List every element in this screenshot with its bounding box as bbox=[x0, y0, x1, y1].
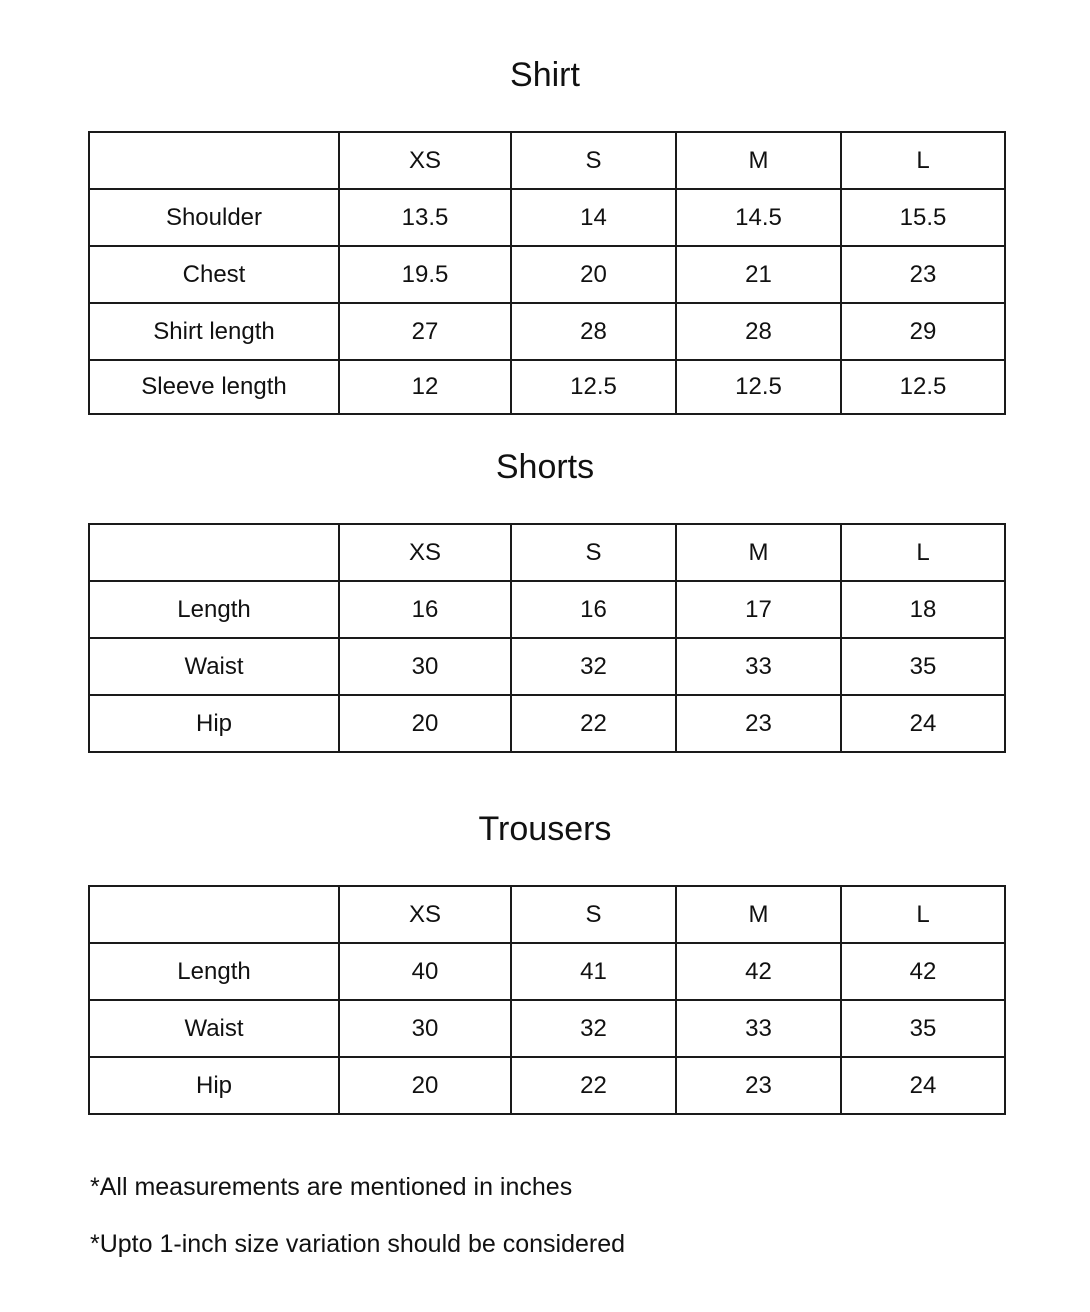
measurement-value: 22 bbox=[511, 1057, 676, 1114]
table-header-row bbox=[89, 132, 1005, 189]
measurement-label: Waist bbox=[89, 638, 339, 695]
measurement-value: 18 bbox=[841, 581, 1005, 638]
measurement-value: 17 bbox=[676, 581, 841, 638]
size-header-cell: S bbox=[511, 132, 676, 189]
measurement-value: 28 bbox=[676, 303, 841, 360]
note-measurement-units: *All measurements are mentioned in inches bbox=[90, 1173, 573, 1201]
measurement-value: 22 bbox=[511, 695, 676, 752]
measurement-value: 21 bbox=[676, 246, 841, 303]
measurement-label: Hip bbox=[89, 695, 339, 752]
measurement-value: 40 bbox=[339, 943, 511, 1000]
measurement-value: 12 bbox=[339, 360, 511, 414]
table-row bbox=[89, 246, 1005, 303]
measurement-value: 33 bbox=[676, 1000, 841, 1057]
table-row bbox=[89, 189, 1005, 246]
measurement-value: 12.5 bbox=[676, 360, 841, 414]
measurement-label: Shoulder bbox=[89, 189, 339, 246]
table-row bbox=[89, 695, 1005, 752]
table-row bbox=[89, 1000, 1005, 1057]
measurement-value: 20 bbox=[339, 1057, 511, 1114]
table-row bbox=[89, 303, 1005, 360]
size-header-cell: S bbox=[511, 886, 676, 943]
header-corner-cell bbox=[89, 886, 339, 943]
measurement-label: Waist bbox=[89, 1000, 339, 1057]
measurement-label: Hip bbox=[89, 1057, 339, 1114]
measurement-label: Sleeve length bbox=[89, 360, 339, 414]
table-row bbox=[89, 360, 1005, 414]
measurement-value: 23 bbox=[841, 246, 1005, 303]
size-header-cell: XS bbox=[339, 132, 511, 189]
measurement-value: 12.5 bbox=[511, 360, 676, 414]
measurement-value: 30 bbox=[339, 638, 511, 695]
measurement-value: 23 bbox=[676, 695, 841, 752]
shirt-size-table bbox=[88, 131, 1006, 415]
size-header-cell: XS bbox=[339, 886, 511, 943]
size-header-cell: L bbox=[841, 132, 1005, 189]
measurement-value: 35 bbox=[841, 1000, 1005, 1057]
measurement-value: 27 bbox=[339, 303, 511, 360]
table-row bbox=[89, 943, 1005, 1000]
shorts-size-table bbox=[88, 523, 1006, 753]
measurement-value: 35 bbox=[841, 638, 1005, 695]
measurement-label: Shirt length bbox=[89, 303, 339, 360]
measurement-value: 14.5 bbox=[676, 189, 841, 246]
measurement-value: 41 bbox=[511, 943, 676, 1000]
measurement-value: 16 bbox=[339, 581, 511, 638]
header-corner-cell bbox=[89, 132, 339, 189]
measurement-value: 33 bbox=[676, 638, 841, 695]
measurement-value: 20 bbox=[511, 246, 676, 303]
measurement-value: 20 bbox=[339, 695, 511, 752]
shirt-title: Shirt bbox=[510, 56, 580, 94]
measurement-value: 16 bbox=[511, 581, 676, 638]
measurement-value: 32 bbox=[511, 638, 676, 695]
measurement-value: 29 bbox=[841, 303, 1005, 360]
size-header-cell: M bbox=[676, 132, 841, 189]
measurement-value: 19.5 bbox=[339, 246, 511, 303]
measurement-label: Chest bbox=[89, 246, 339, 303]
measurement-value: 24 bbox=[841, 1057, 1005, 1114]
shorts-title: Shorts bbox=[495, 448, 595, 486]
measurement-label: Length bbox=[89, 581, 339, 638]
measurement-value: 24 bbox=[841, 695, 1005, 752]
header-corner-cell bbox=[89, 524, 339, 581]
note-size-variation: *Upto 1-inch size variation should be considered bbox=[90, 1230, 626, 1258]
trousers-size-table bbox=[88, 885, 1006, 1115]
size-header-cell: L bbox=[841, 886, 1005, 943]
measurement-value: 30 bbox=[339, 1000, 511, 1057]
table-row bbox=[89, 638, 1005, 695]
measurement-value: 32 bbox=[511, 1000, 676, 1057]
measurement-label: Length bbox=[89, 943, 339, 1000]
measurement-value: 13.5 bbox=[339, 189, 511, 246]
trousers-title: Trousers bbox=[478, 810, 612, 848]
measurement-value: 14 bbox=[511, 189, 676, 246]
measurement-value: 23 bbox=[676, 1057, 841, 1114]
size-header-cell: L bbox=[841, 524, 1005, 581]
measurement-value: 28 bbox=[511, 303, 676, 360]
size-header-cell: S bbox=[511, 524, 676, 581]
measurement-value: 15.5 bbox=[841, 189, 1005, 246]
measurement-value: 42 bbox=[676, 943, 841, 1000]
table-row bbox=[89, 1057, 1005, 1114]
size-header-cell: XS bbox=[339, 524, 511, 581]
measurement-value: 42 bbox=[841, 943, 1005, 1000]
table-header-row bbox=[89, 886, 1005, 943]
table-header-row bbox=[89, 524, 1005, 581]
size-header-cell: M bbox=[676, 524, 841, 581]
size-header-cell: M bbox=[676, 886, 841, 943]
measurement-value: 12.5 bbox=[841, 360, 1005, 414]
table-row bbox=[89, 581, 1005, 638]
